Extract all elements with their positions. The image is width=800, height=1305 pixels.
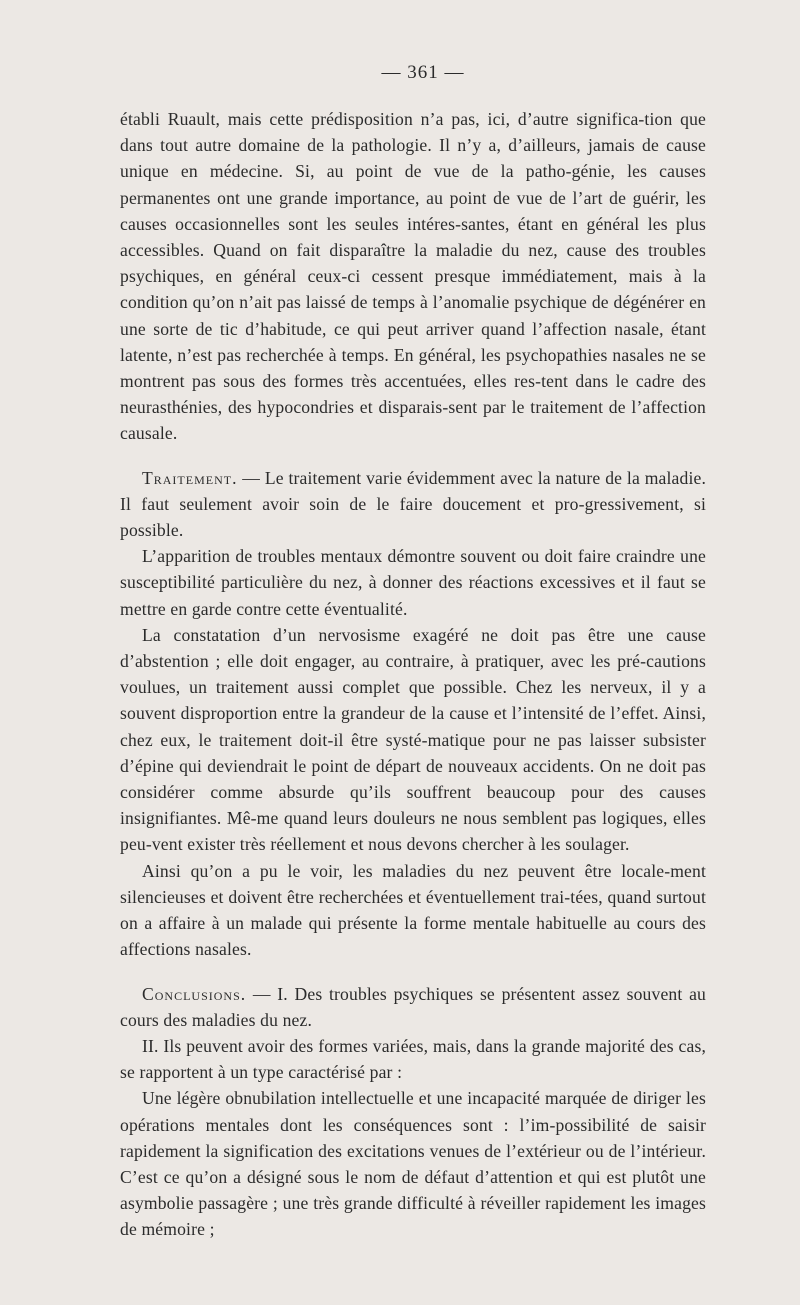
- paragraph-obnubilation: Une légère obnubilation intellectuelle et une incapacité marquée de diriger les opérations mentales dont les conséquences sont : l’im-possibilité de saisir rapidement la signification des excitations venues de l’extérieur ou de l’intérieur. C’est ce qu’on a désigné sous le nom de défaut d’attention et qui est plutôt une asymbolie passagère ; une très grande difficulté à réveiller rapidement les images de mémoire ;: [120, 1088, 706, 1240]
- section-heading-conclusions: Conclusions.: [142, 983, 247, 1004]
- paragraph-apparition: L’apparition de troubles mentaux démontre souvent ou doit faire craindre une susceptibilité particulière du nez, à donner des réactions excessives et il faut se mettre en garde contre cette éventualité.: [120, 546, 706, 619]
- paragraph-causes: établi Ruault, mais cette prédisposition n’a pas, ici, d’autre significa-tion que dans tout autre domaine de la pathologie. Il n’y a, d’ailleurs, jamais de cause unique en médecine. Si, au point de vue de la patho-génie, les causes permanentes ont une grande importance, au point de vue de l’art de guérir, les causes occasionnelles sont les seules intéres-santes, étant en général les plus accessibles. Quand on fait disparaître la maladie du nez, cause des troubles psychiques, en général ceux-ci cessent presque immédiatement, mais à la condition qu’on n’ait pas laissé de temps à l’anomalie psychique de dégénérer en une sorte de tic d’habitude, ce qui peut arriver quand l’affection nasale, étant latente, n’est pas recherchée à temps. En général, les psychopathies nasales ne se montrent pas sous des formes très accentuées, elles res-tent dans le cadre des neurasthénies, des hypocondries et disparais-sent par le traitement de l’affection causale.: [120, 109, 706, 444]
- paragraph-ainsi: Ainsi qu’on a pu le voir, les maladies du nez peuvent être locale-ment silencieuses et doivent être recherchées et éventuellement trai-tées, quand surtout on a affaire à un malade qui présente la forme mentale habituelle au cours des affections nasales.: [120, 860, 706, 960]
- conclusions-text: — I. Des troubles psychiques se présentent assez souvent au cours des maladies du nez.: [120, 983, 706, 1030]
- paragraph-traitement: [120, 465, 706, 544]
- paragraph-conclusion-ii: II. Ils peuvent avoir des formes variées, mais, dans la grande majorité des cas, se rapportent à un type caractérisé par :: [120, 1035, 706, 1083]
- paragraph-conclusions: [120, 981, 706, 1033]
- paragraph-constatation: La constatation d’un nervosisme exagéré ne doit pas être une cause d’abstention ; elle doit engager, au contraire, à pratiquer, avec les pré-cautions voulues, un traitement aussi complet que possible. Chez les nerveux, il y a souvent disproportion entre la grandeur de la cause et l’intensité de l’effet. Ainsi, chez eux, le traitement doit-il être systé-matique pour ne pas laisser subsister d’épine qui deviendrait le point de départ de nouveaux accidents. On ne doit pas considérer comme absurde qu’ils souffrent beaucoup pour des causes insignifiantes. Mê-me quand leurs douleurs ne nous semblent pas logiques, elles peu-vent exister très réellement et nous devons chercher à les soulager.: [120, 624, 706, 855]
- traitement-text: — Le traitement varie évidemment avec la nature de la maladie. Il faut seulement avoir soin de le faire doucement et pro-gressivement, si possible.: [120, 467, 706, 541]
- section-heading-traitement: Traitement.: [142, 467, 238, 488]
- page-number: — 361 —: [381, 62, 465, 83]
